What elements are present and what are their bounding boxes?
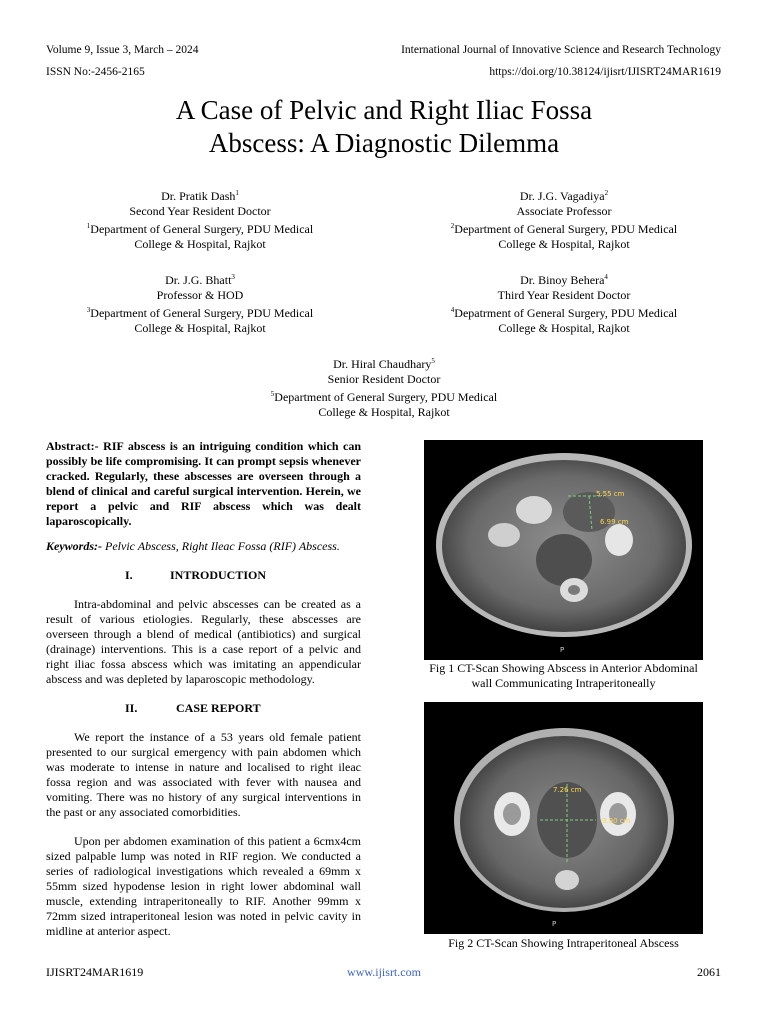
figure-2-caption: Fig 2 CT-Scan Showing Intraperitoneal Abscess	[448, 936, 679, 950]
measurement-label: 5.55 cm	[596, 490, 625, 498]
footer-article-id: IJISRT24MAR1619	[46, 965, 144, 979]
author-block-5	[234, 354, 534, 420]
author-role: Third Year Resident Doctor	[497, 288, 631, 302]
author-college: College & Hospital, Rajkot	[134, 237, 266, 251]
author-role: Second Year Resident Doctor	[129, 204, 271, 218]
journal-name: International Journal of Innovative Science and Research Technology	[401, 44, 721, 56]
author-name: Dr. J.G. Bhatt$^3$	[165, 273, 235, 287]
abstract: Abstract:- RIF abscess is an intriguing condition which can possibly be life compromising. It can prompt sepsis whenever cracked. Regularly, these abscesses are overseen through a blend of clinical and careful surgical intervention. Herein, we report a pelvic and RIF abscess which was dealt laparoscopically.	[46, 439, 362, 528]
author-dept: $^3$Department of General Surgery, PDU Medical	[86, 306, 314, 320]
author-block-3	[60, 270, 340, 336]
author-name: Dr. Binoy Behera$^4$	[520, 273, 608, 287]
page-number: 2061	[697, 965, 721, 979]
doi-link[interactable]: https://doi.org/10.38124/ijisrt/IJISRT24MAR1619	[489, 66, 721, 78]
author-dept: $^5$Department of General Surgery, PDU Medical	[270, 390, 498, 404]
author-name: Dr. Pratik Dash$^1$	[161, 189, 239, 203]
keywords: Keywords:- Pelvic Abscess, Right Ileac Fossa (RIF) Abscess.	[46, 539, 340, 553]
ct-scan-image-1	[424, 440, 703, 660]
author-college: College & Hospital, Rajkot	[498, 237, 630, 251]
measurement-label: 6.99 cm	[600, 518, 629, 526]
left-column	[46, 439, 361, 939]
case-report-paragraph-2: Upon per abdomen examination of this patient a 6cmx4cm sized palpable lump was noted in RIF region. We conducted a series of radiological investigations which revealed a 69mm x 55mm sized hypodense lesion in right lower abdominal wall muscle, extending intraperitoneally to RIF. Another 99mm x 72mm sized intraperitoneal lesion was noted in pelvic cavity in midline at anterior aspect.	[46, 834, 361, 938]
section-heading-introduction: I. INTRODUCTION	[125, 568, 267, 582]
author-name: Dr. Hiral Chaudhary$^5$	[333, 357, 435, 371]
orientation-marker: P	[560, 646, 565, 654]
case-report-paragraph-1: We report the instance of a 53 years old female patient presented to our surgical emergency with pain abdomen which was moderate to intense in nature and localised to right ileac fossa region and was associated with fever with nausea and vomiting. There was no history of any surgical interventions in the past or any associated comorbidities.	[46, 730, 361, 819]
ct-scan-figure-1	[424, 440, 703, 660]
ct-scan-image-2	[424, 702, 703, 934]
author-dept: $^1$Department of General Surgery, PDU Medical	[86, 222, 314, 236]
author-role: Senior Resident Doctor	[327, 372, 441, 386]
author-name: Dr. J.G. Vagadiya$^2$	[519, 189, 609, 203]
measurement-label: 9.90 cm	[602, 817, 631, 825]
measurement-label: 7.26 cm	[553, 786, 582, 794]
author-college: College & Hospital, Rajkot	[134, 321, 266, 335]
footer-website-link[interactable]: www.ijisrt.com	[347, 965, 421, 979]
issn: ISSN No:-2456-2165	[46, 66, 145, 78]
section-heading-case-report: II. CASE REPORT	[125, 701, 261, 715]
author-block-2	[424, 186, 704, 252]
author-role: Professor & HOD	[156, 288, 244, 302]
author-college: College & Hospital, Rajkot	[498, 321, 630, 335]
author-block-1	[60, 186, 340, 252]
author-block-4	[424, 270, 704, 336]
figure-1-caption: Fig 1 CT-Scan Showing Abscess in Anterior Abdominal wall Communicating Intraperitoneally	[429, 661, 698, 690]
orientation-marker: P	[552, 920, 557, 928]
author-dept: $^2$Department of General Surgery, PDU Medical	[450, 222, 678, 236]
title-line-2: Abscess: A Diagnostic Dilemma	[208, 128, 560, 158]
author-college: College & Hospital, Rajkot	[318, 405, 450, 419]
title-line-1: A Case of Pelvic and Right Iliac Fossa	[175, 95, 593, 125]
author-dept: $^4$Depatrment of General Surgery, PDU Medical	[450, 306, 678, 320]
author-role: Associate Professor	[516, 204, 612, 218]
paper-title	[0, 94, 768, 160]
volume-info: Volume 9, Issue 3, March – 2024	[46, 44, 199, 56]
introduction-text: Intra-abdominal and pelvic abscesses can be created as a result of various etiologies. Regularly, these abscesses are overseen through a blend of medical (antibiotics) and surgical (drainage) interventions. This is a case report of a pelvic and right iliac fossa abscess which was imitating an appendicular abscess and was depleted by laparoscopic methodology.	[46, 597, 361, 686]
ct-scan-figure-2	[424, 702, 703, 934]
